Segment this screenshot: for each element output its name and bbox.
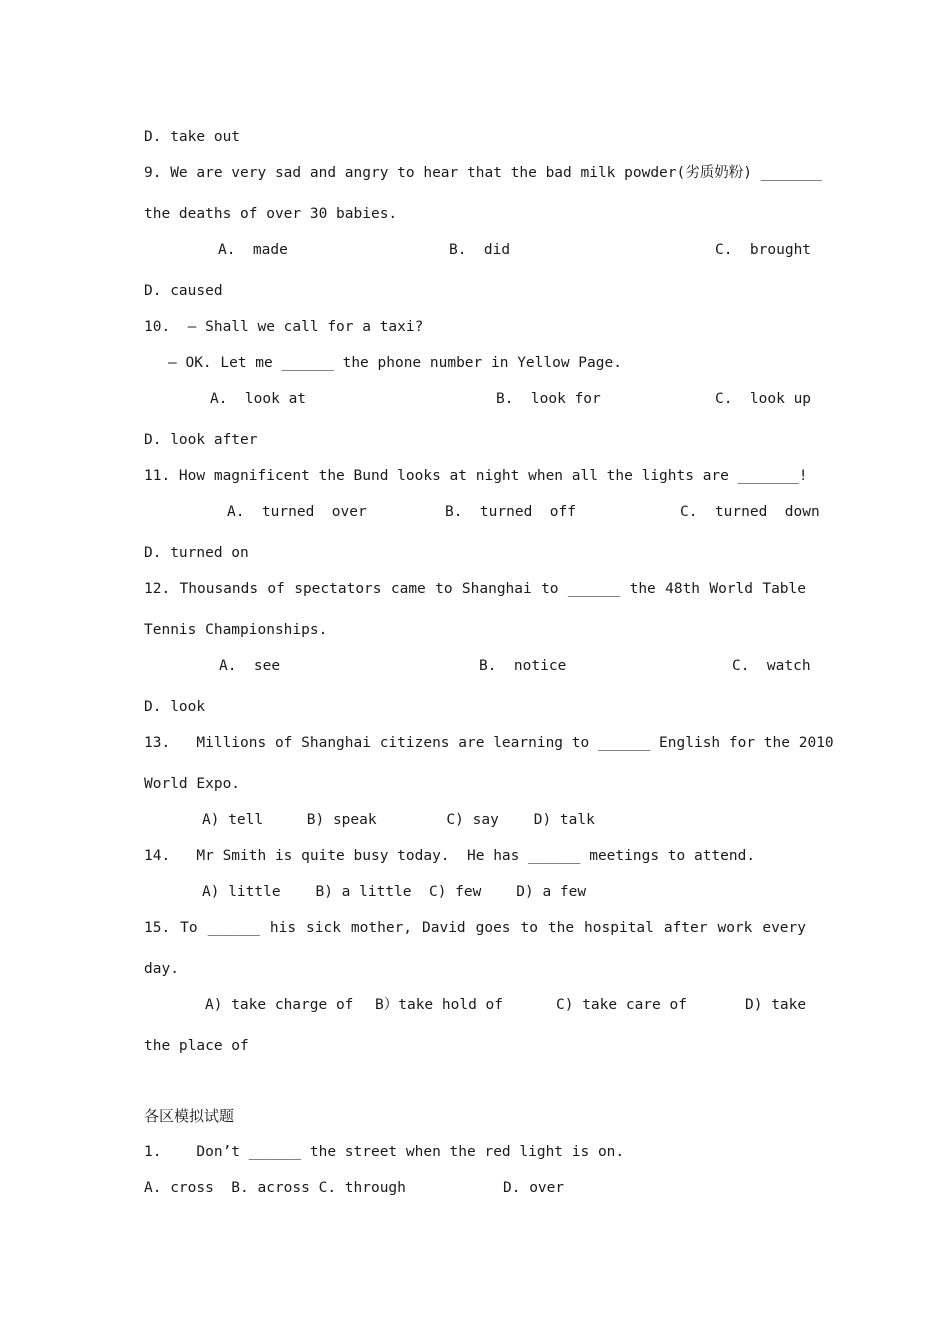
question-9-option-c: C. brought — [715, 242, 812, 258]
question-12-option-d: D. look — [144, 699, 206, 715]
question-11-option-c: C. turned down — [680, 504, 820, 520]
question-11-stem: 11. How magnificent the Bund looks at night when all the lights are _______! — [144, 468, 808, 484]
question-15-option-a: A) take charge of — [205, 997, 354, 1013]
section-question-1-stem: 1. Don’t ______ the street when the red light is on. — [144, 1144, 625, 1160]
question-9-option-b: B. did — [449, 242, 511, 258]
section-heading: 各区模拟试题 — [144, 1107, 235, 1125]
question-12-option-b: B. notice — [479, 658, 567, 674]
question-10-option-a: A. look at — [210, 391, 307, 407]
question-9-option-a: A. made — [218, 242, 288, 258]
question-12-stem-continued: Tennis Championships. — [144, 622, 328, 638]
question-15-stem: 15. To ______ his sick mother, David goes to the hospital after work every — [144, 920, 806, 936]
question-11-option-b: B. turned off — [445, 504, 576, 520]
question-10-stem: 10. – Shall we call for a taxi? — [144, 319, 424, 335]
question-15-option-d-continued: the place of — [144, 1038, 249, 1054]
question-12-stem: 12. Thousands of spectators came to Shanghai to ______ the 48th World Table — [144, 581, 806, 597]
question-11-option-d: D. turned on — [144, 545, 249, 561]
question-12-option-a: A. see — [219, 658, 281, 674]
question-11-option-a: A. turned over — [227, 504, 367, 520]
question-8-option-d: D. take out — [144, 129, 241, 145]
question-14-stem: 14. Mr Smith is quite busy today. He has ______ meetings to attend. — [144, 848, 756, 864]
question-10-option-d: D. look after — [144, 432, 258, 448]
section-question-1-options: A. cross B. across C. through — [144, 1180, 406, 1196]
question-13-stem-continued: World Expo. — [144, 776, 241, 792]
question-12-option-c: C. watch — [732, 658, 811, 674]
question-14-options: A) little B) a little C) few D) a few — [202, 884, 587, 900]
question-10-option-c: C. look up — [715, 391, 812, 407]
question-13-stem: 13. Millions of Shanghai citizens are learning to ______ English for the 2010 — [144, 735, 834, 751]
question-15-option-c: C) take care of — [556, 997, 687, 1013]
question-15-option-b: B）take hold of — [375, 997, 503, 1013]
question-10-option-b: B. look for — [496, 391, 601, 407]
question-15-stem-continued: day. — [144, 961, 179, 977]
question-15-option-d: D) take — [745, 997, 807, 1013]
question-10-response: – OK. Let me ______ the phone number in Yellow Page. — [168, 355, 622, 371]
question-13-options: A) tell B) speak C) say D) talk — [202, 812, 595, 828]
question-9-option-d: D. caused — [144, 283, 223, 299]
question-9-stem-continued: the deaths of over 30 babies. — [144, 206, 398, 222]
section-question-1-option-d: D. over — [503, 1180, 565, 1196]
question-9-stem: 9. We are very sad and angry to hear that the bad milk powder(劣质奶粉) _______ — [144, 165, 822, 181]
